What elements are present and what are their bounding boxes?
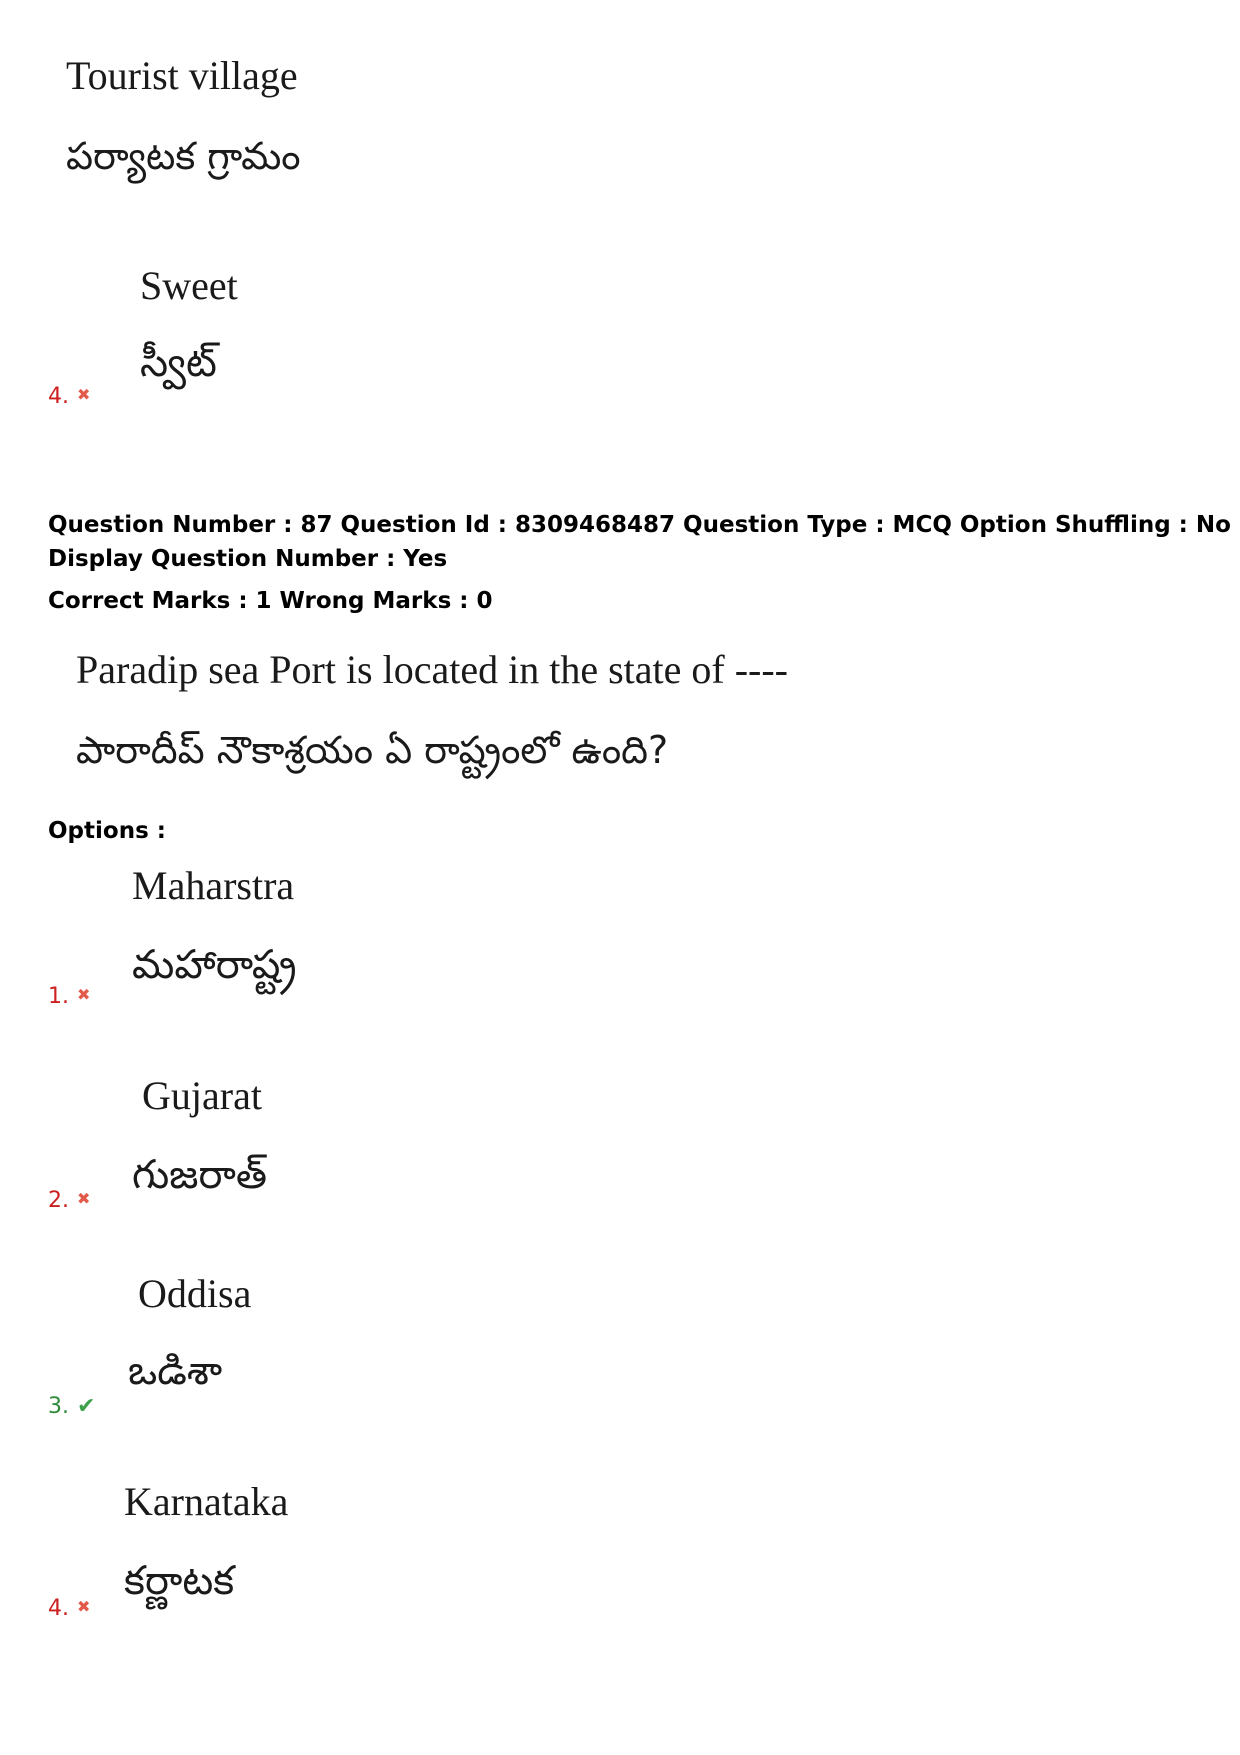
option-4-english: Karnataka <box>124 1479 289 1524</box>
question-text-telugu: పారాదీప్ నౌకాశ్రయం ఏ రాష్ట్రంలో ఉంది? <box>76 728 669 772</box>
option-3-number-label: 3. <box>48 1394 69 1419</box>
question-meta-line2: Display Question Number : Yes <box>48 546 448 572</box>
option-1-english: Maharstra <box>132 863 295 908</box>
prev-option-4-english: Sweet <box>140 263 238 308</box>
prev-option-3-telugu: పర్యాటక గ్రామం <box>66 134 301 178</box>
cross-icon: ✖ <box>77 1189 91 1208</box>
option-2-english: Gujarat <box>142 1073 262 1118</box>
question-text-english: Paradip sea Port is located in the state of ---- <box>76 647 788 692</box>
option-4-number-label: 4. <box>48 1596 69 1621</box>
option-2-number <box>48 1188 90 1213</box>
prev-option-4-telugu: స్వీట్ <box>140 340 217 386</box>
option-1-telugu: మహారాష్ట్ర <box>132 942 297 988</box>
option-4-telugu: కర్ణాటక <box>124 1558 235 1604</box>
prev-option-4-number <box>48 384 90 409</box>
cross-icon: ✖ <box>77 985 91 1004</box>
option-4-number <box>48 1596 90 1621</box>
option-1-number-label: 1. <box>48 984 69 1009</box>
option-3-english: Oddisa <box>138 1271 252 1316</box>
marks-line: Correct Marks : 1 Wrong Marks : 0 <box>48 588 493 614</box>
option-2-number-label: 2. <box>48 1188 69 1213</box>
option-2-telugu: గుజరాత్ <box>132 1152 267 1198</box>
option-3-number <box>48 1394 95 1419</box>
check-icon: ✔ <box>77 1394 96 1419</box>
question-meta-line1: Question Number : 87 Question Id : 8309468487 Question Type : MCQ Option Shuffling : No <box>48 512 1231 538</box>
options-label: Options : <box>48 818 166 844</box>
prev-option-3-english: Tourist village <box>66 53 298 98</box>
prev-option-4-number-label: 4. <box>48 384 69 409</box>
option-3-telugu: ఒడిశా <box>128 1348 223 1394</box>
cross-icon: ✖ <box>77 385 91 404</box>
cross-icon: ✖ <box>77 1597 91 1616</box>
option-1-number <box>48 984 90 1009</box>
